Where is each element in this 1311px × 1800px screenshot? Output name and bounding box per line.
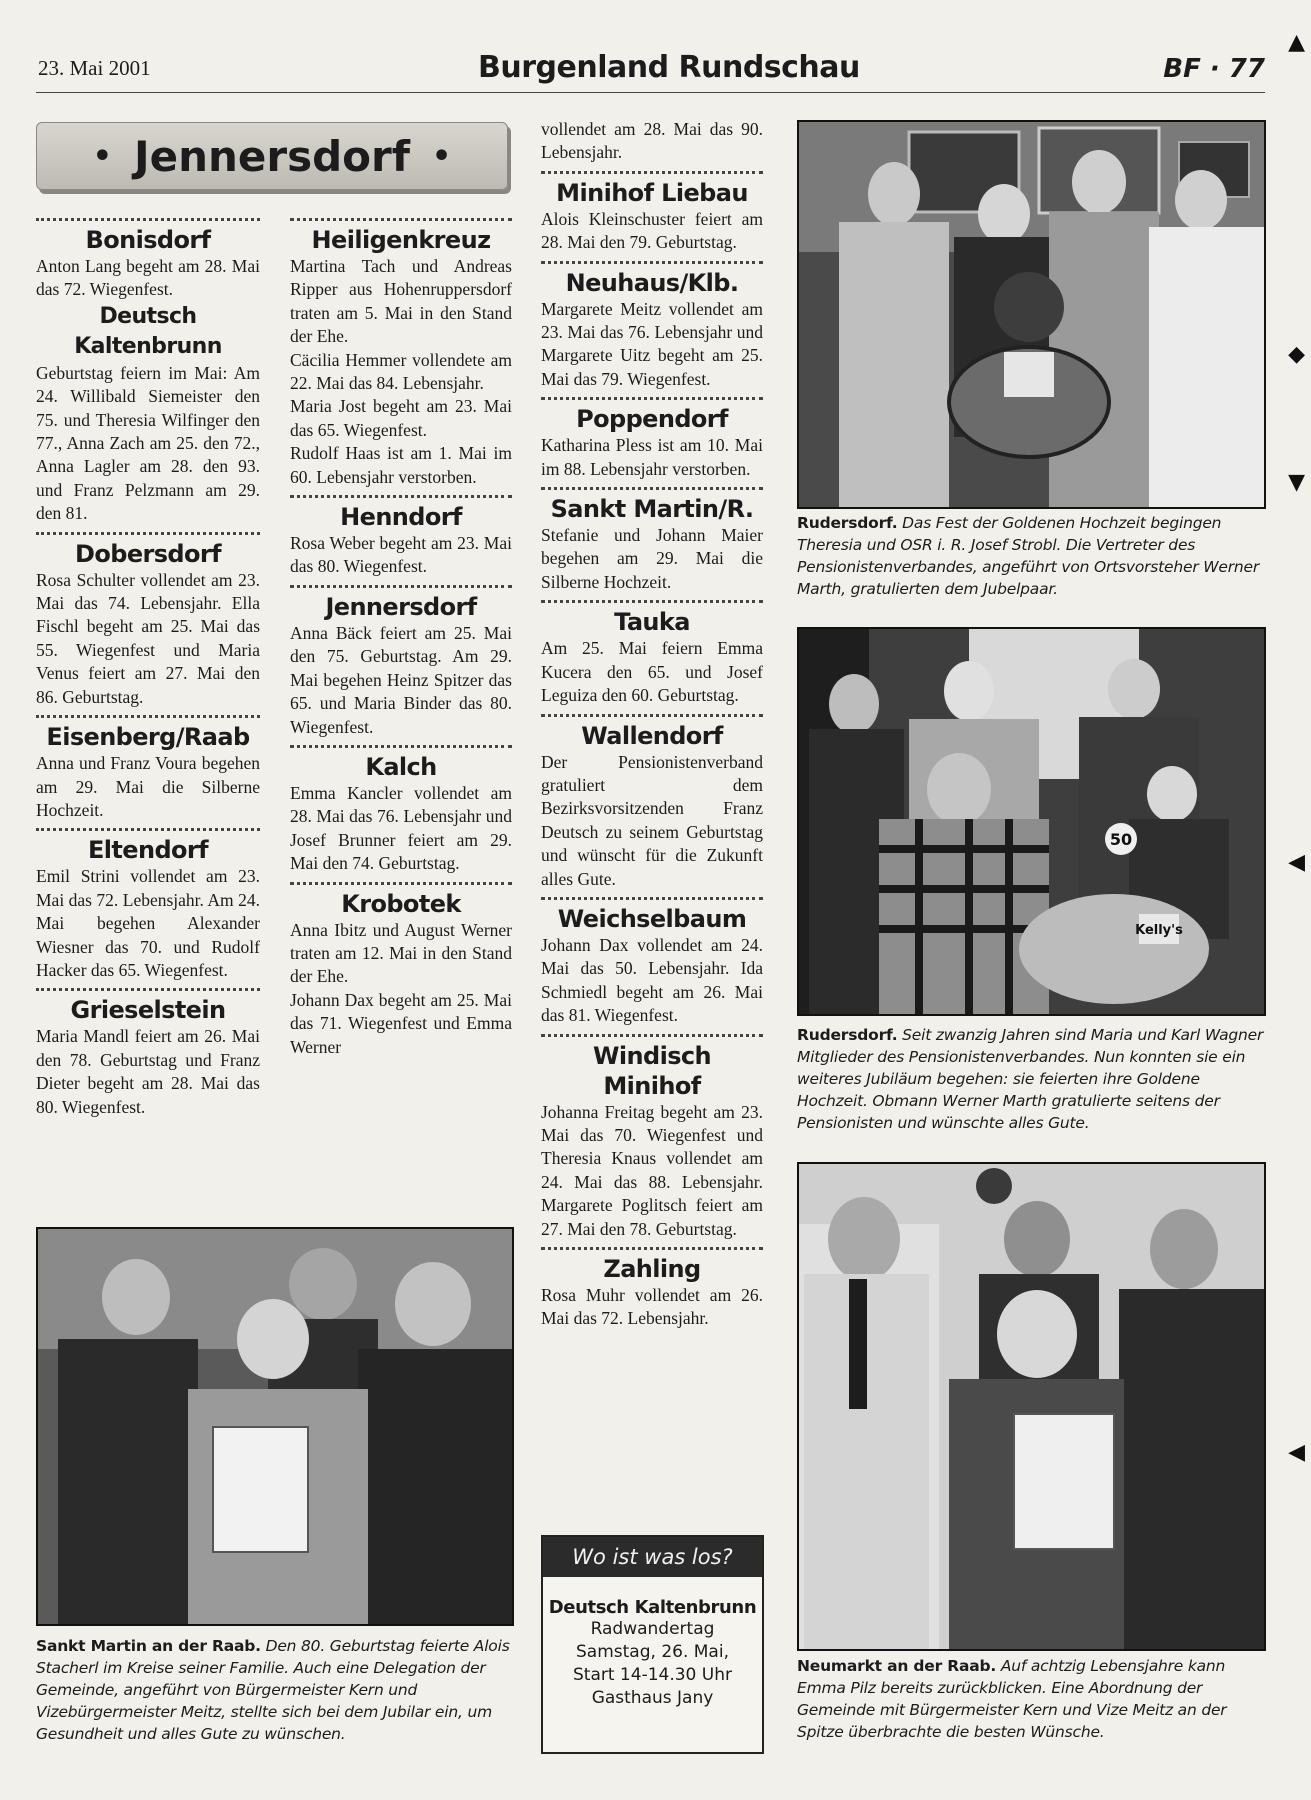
photo-illustration [799,122,1264,507]
notice-text: Rudolf Haas ist am 1. Mai im 60. Lebensjahr verstorben. [290,443,512,487]
notice-text: Johanna Freitag begeht am 23. Mai das 70. Wiegenfest und Theresia Knaus vollendet am 24. Mai das 88. Lebensjahr. Margarete Poglitsch feiert am 27. Mai den 78. Geburtstag. [541,1101,763,1239]
scan-mark: ▼ [1288,470,1305,495]
notice-text: Der Pensionistenverband gratuliert dem Bezirksvorsitzenden Franz Deutsch zu seinem Geburtstag und wünscht für die Zukunft alles Gute. [541,751,763,889]
dotted-divider [541,714,763,717]
place-heading: Henndorf [340,503,462,532]
dotted-divider [541,487,763,490]
dotted-divider [541,1247,763,1250]
product-label: Kelly's [1135,923,1183,938]
page-number: BF · 77 [1163,54,1265,84]
place-heading: Wallendorf [581,721,723,750]
notice-text: Margarete Meitz vollendet am 23. Mai das 76. Lebensjahr und Margarete Uitz begeht am 25. Mai das 79. Wiegenfest. [541,298,763,389]
notice-text: Anna Ibitz und August Werner traten am 12. Mai in den Stand der Ehe. [290,919,512,987]
place-heading: Weichselbaum [557,904,747,933]
photo-80th-birthday-pilz [797,1162,1266,1651]
photo-caption [797,512,1267,600]
dotted-divider [541,600,763,603]
notice-text: Rosa Muhr vollendet am 26. Mai das 72. Lebensjahr. [541,1285,763,1329]
place-heading: Grieselstein [70,996,226,1025]
photo-illustration [38,1229,512,1624]
dotted-divider [36,218,260,221]
infobox-line: Samstag, 26. Mai, [576,1642,729,1662]
notice-text: Cäcilia Hemmer vollendete am 22. Mai das 84. Lebensjahr. [290,349,512,394]
caption-text: Auf achtzig Lebensjahre kann Emma Pilz bereits zurückblicken. Eine Abordnung der Gemeinde mit Bürgermeister Kern und Vize Meitz an der Spitze überbrachte die besten Wünsche. [797,1657,1227,1741]
notice-text: Martina Tach und Andreas Ripper aus Hohenruppersdorf traten am 5. Mai in den Stand der Ehe. [290,256,512,347]
notice-text: Rosa Weber begeht am 23. Mai das 80. Wiegenfest. [290,533,512,577]
caption-place: Rudersdorf. [797,1026,898,1044]
caption-text: Das Fest der Goldenen Hochzeit begingen Theresia und OSR i. R. Josef Strobl. Die Vertreter des Pensionistenverbandes, angeführt von Ortsvorsteher Werner Marth, gratulierten dem Jubelpaar. [797,514,1260,598]
dotted-divider [290,882,512,885]
place-heading: Sankt Martin/R. [550,495,754,524]
caption-place: Neumarkt an der Raab. [797,1657,997,1675]
notice-text: Katharina Pless ist am 10. Mai im 88. Lebensjahr verstorben. [541,435,763,479]
place-heading: Eisenberg/Raab [46,723,250,752]
scan-mark: ◀ [1288,1440,1305,1465]
place-heading: Minihof Liebau [556,178,748,207]
place-heading: Windisch Minihof [593,1041,711,1100]
dotted-divider [36,828,260,831]
photo-golden-wedding-wagner [797,627,1266,1016]
anniversary-number: 50 [1109,830,1133,849]
dotted-divider [36,532,260,535]
event-infobox [541,1535,764,1754]
place-heading: Eltendorf [87,836,208,865]
dotted-divider [541,397,763,400]
photo-caption [797,1024,1267,1134]
dotted-divider [36,715,260,718]
notice-text: Maria Mandl feiert am 26. Mai den 78. Geburtstag und Franz Dieter begeht am 28. Mai das 80. Wiegenfest. [36,1026,260,1117]
photo-illustration [799,629,1264,1014]
notice-text: Anton Lang begeht am 28. Mai das 72. Wiegenfest. [36,256,260,300]
dotted-divider [290,585,512,588]
place-heading: Tauka [614,608,690,637]
caption-place: Sankt Martin an der Raab. [36,1637,261,1655]
notice-text: Emil Strini vollendet am 23. Mai das 72. Lebensjahr. Am 24. Mai begehen Alexander Wiesner das 70. und Rudolf Hacker das 65. Wiegenfest. [36,866,260,980]
dotted-divider [541,171,763,174]
place-heading: Jennersdorf [325,592,477,621]
infobox-line: Start 14-14.30 Uhr [573,1665,732,1685]
banner-title: Jennersdorf [133,131,410,181]
place-heading: Zahling [603,1255,701,1283]
caption-text: Den 80. Geburtstag feierte Alois Stacherl im Kreise seiner Familie. Auch eine Delegation der Gemeinde, angeführt von Bürgermeister Kern und Vizebürgermeister Meitz, stellte sich bei dem Jubilar ein, um Gesundheit und alles Gute zu wünschen. [36,1637,510,1743]
notice-text: Rosa Schulter vollendet am 23. Mai das 74. Lebensjahr. Ella Fischl begeht am 25. Mai das 55. Wiegenfest und Maria Venus feiert am 27. Mai den 86. Geburtstag. [36,569,260,707]
column-2 [290,212,512,1059]
scan-mark: ◀ [1288,850,1305,875]
place-heading: Bonisdorf [85,226,211,254]
notice-text: Anna und Franz Voura begehen am 29. Mai die Silberne Hochzeit. [36,753,260,820]
notice-text: vollendet am 28. Mai das 90. Lebensjahr. [541,119,763,163]
column-3 [541,118,763,1331]
notice-text: Maria Jost begeht am 23. Mai das 65. Wiegenfest. [290,396,512,440]
caption-text: Seit zwanzig Jahren sind Maria und Karl Wagner Mitglieder des Pensionistenverbandes. Nun konnten sie ein weiteres Jubiläum begehen: sie feierten ihre Goldene Hochzeit. Obmann Werner Marth gratulierte seitens der Pensionisten und wünschte alles Gute. [797,1026,1264,1132]
place-heading: Krobotek [341,889,461,918]
dotted-divider [541,1034,763,1037]
infobox-place: Deutsch Kaltenbrunn [548,1597,757,1618]
dotted-divider [541,897,763,900]
caption-place: Rudersdorf. [797,514,898,532]
infobox-heading: Wo ist was los? [543,1537,762,1577]
place-heading: Deutsch Kaltenbrunn [74,303,222,359]
notice-text: Emma Kancler vollendet am 28. Mai das 76. Lebensjahr und Josef Brunner feiert am 29. Mai den 74. Geburtstag. [290,782,512,874]
notice-text: Johann Dax vollendet am 24. Mai das 50. Lebensjahr. Ida Schmiedl begeht am 26. Mai das 81. Wiegenfest. [541,934,763,1026]
photo-caption [36,1635,516,1745]
column-1 [36,212,260,1119]
place-heading: Kalch [365,752,437,781]
place-heading: Poppendorf [576,405,728,434]
dotted-divider [290,495,512,498]
banner-bullet-left: • [92,138,112,174]
place-heading: Neuhaus/Klb. [565,268,739,297]
banner-bullet-right: • [432,138,452,174]
dotted-divider [290,218,512,221]
notice-text: Anna Bäck feiert am 25. Mai den 75. Geburtstag. Am 29. Mai begehen Heinz Spitzer das 65. und Maria Binder das 80. Wiegenfest. [290,622,512,737]
notice-text: Geburtstag feiern im Mai: Am 24. Willibald Siemeister den 75. und Theresia Wilfinger den 77., Anna Zach am 25. den 72., Anna Lagler am 28. den 93. und Franz Pelzmann am 29. den 81. [36,362,260,524]
notice-text: Stefanie und Johann Maier begehen am 29. Mai die Silberne Hochzeit. [541,525,763,592]
notice-text: Am 25. Mai feiern Emma Kucera den 65. und Josef Leguiza den 60. Geburtstag. [541,638,763,706]
photo-illustration [799,1164,1264,1649]
photo-golden-wedding-strobl [797,120,1266,509]
dotted-divider [541,261,763,264]
section-banner [36,122,508,190]
place-heading: Dobersdorf [75,539,221,568]
scan-mark: ◆ [1288,342,1305,367]
notice-text: Alois Kleinschuster feiert am 28. Mai den 79. Geburtstag. [541,208,763,253]
newspaper-title: Burgenland Rundschau [478,50,860,85]
scan-mark: ▲ [1288,30,1305,55]
header-rule [36,92,1265,93]
dotted-divider [290,745,512,748]
dotted-divider [36,988,260,991]
photo-80th-birthday-stacherl [36,1227,514,1626]
issue-date: 23. Mai 2001 [38,56,151,80]
infobox-line: Radwandertag [590,1619,715,1639]
infobox-line: Gasthaus Jany [591,1688,714,1708]
place-heading: Heiligenkreuz [311,226,491,254]
notice-text: Johann Dax begeht am 25. Mai das 71. Wiegenfest und Emma Werner [290,989,512,1057]
photo-caption [797,1655,1267,1743]
